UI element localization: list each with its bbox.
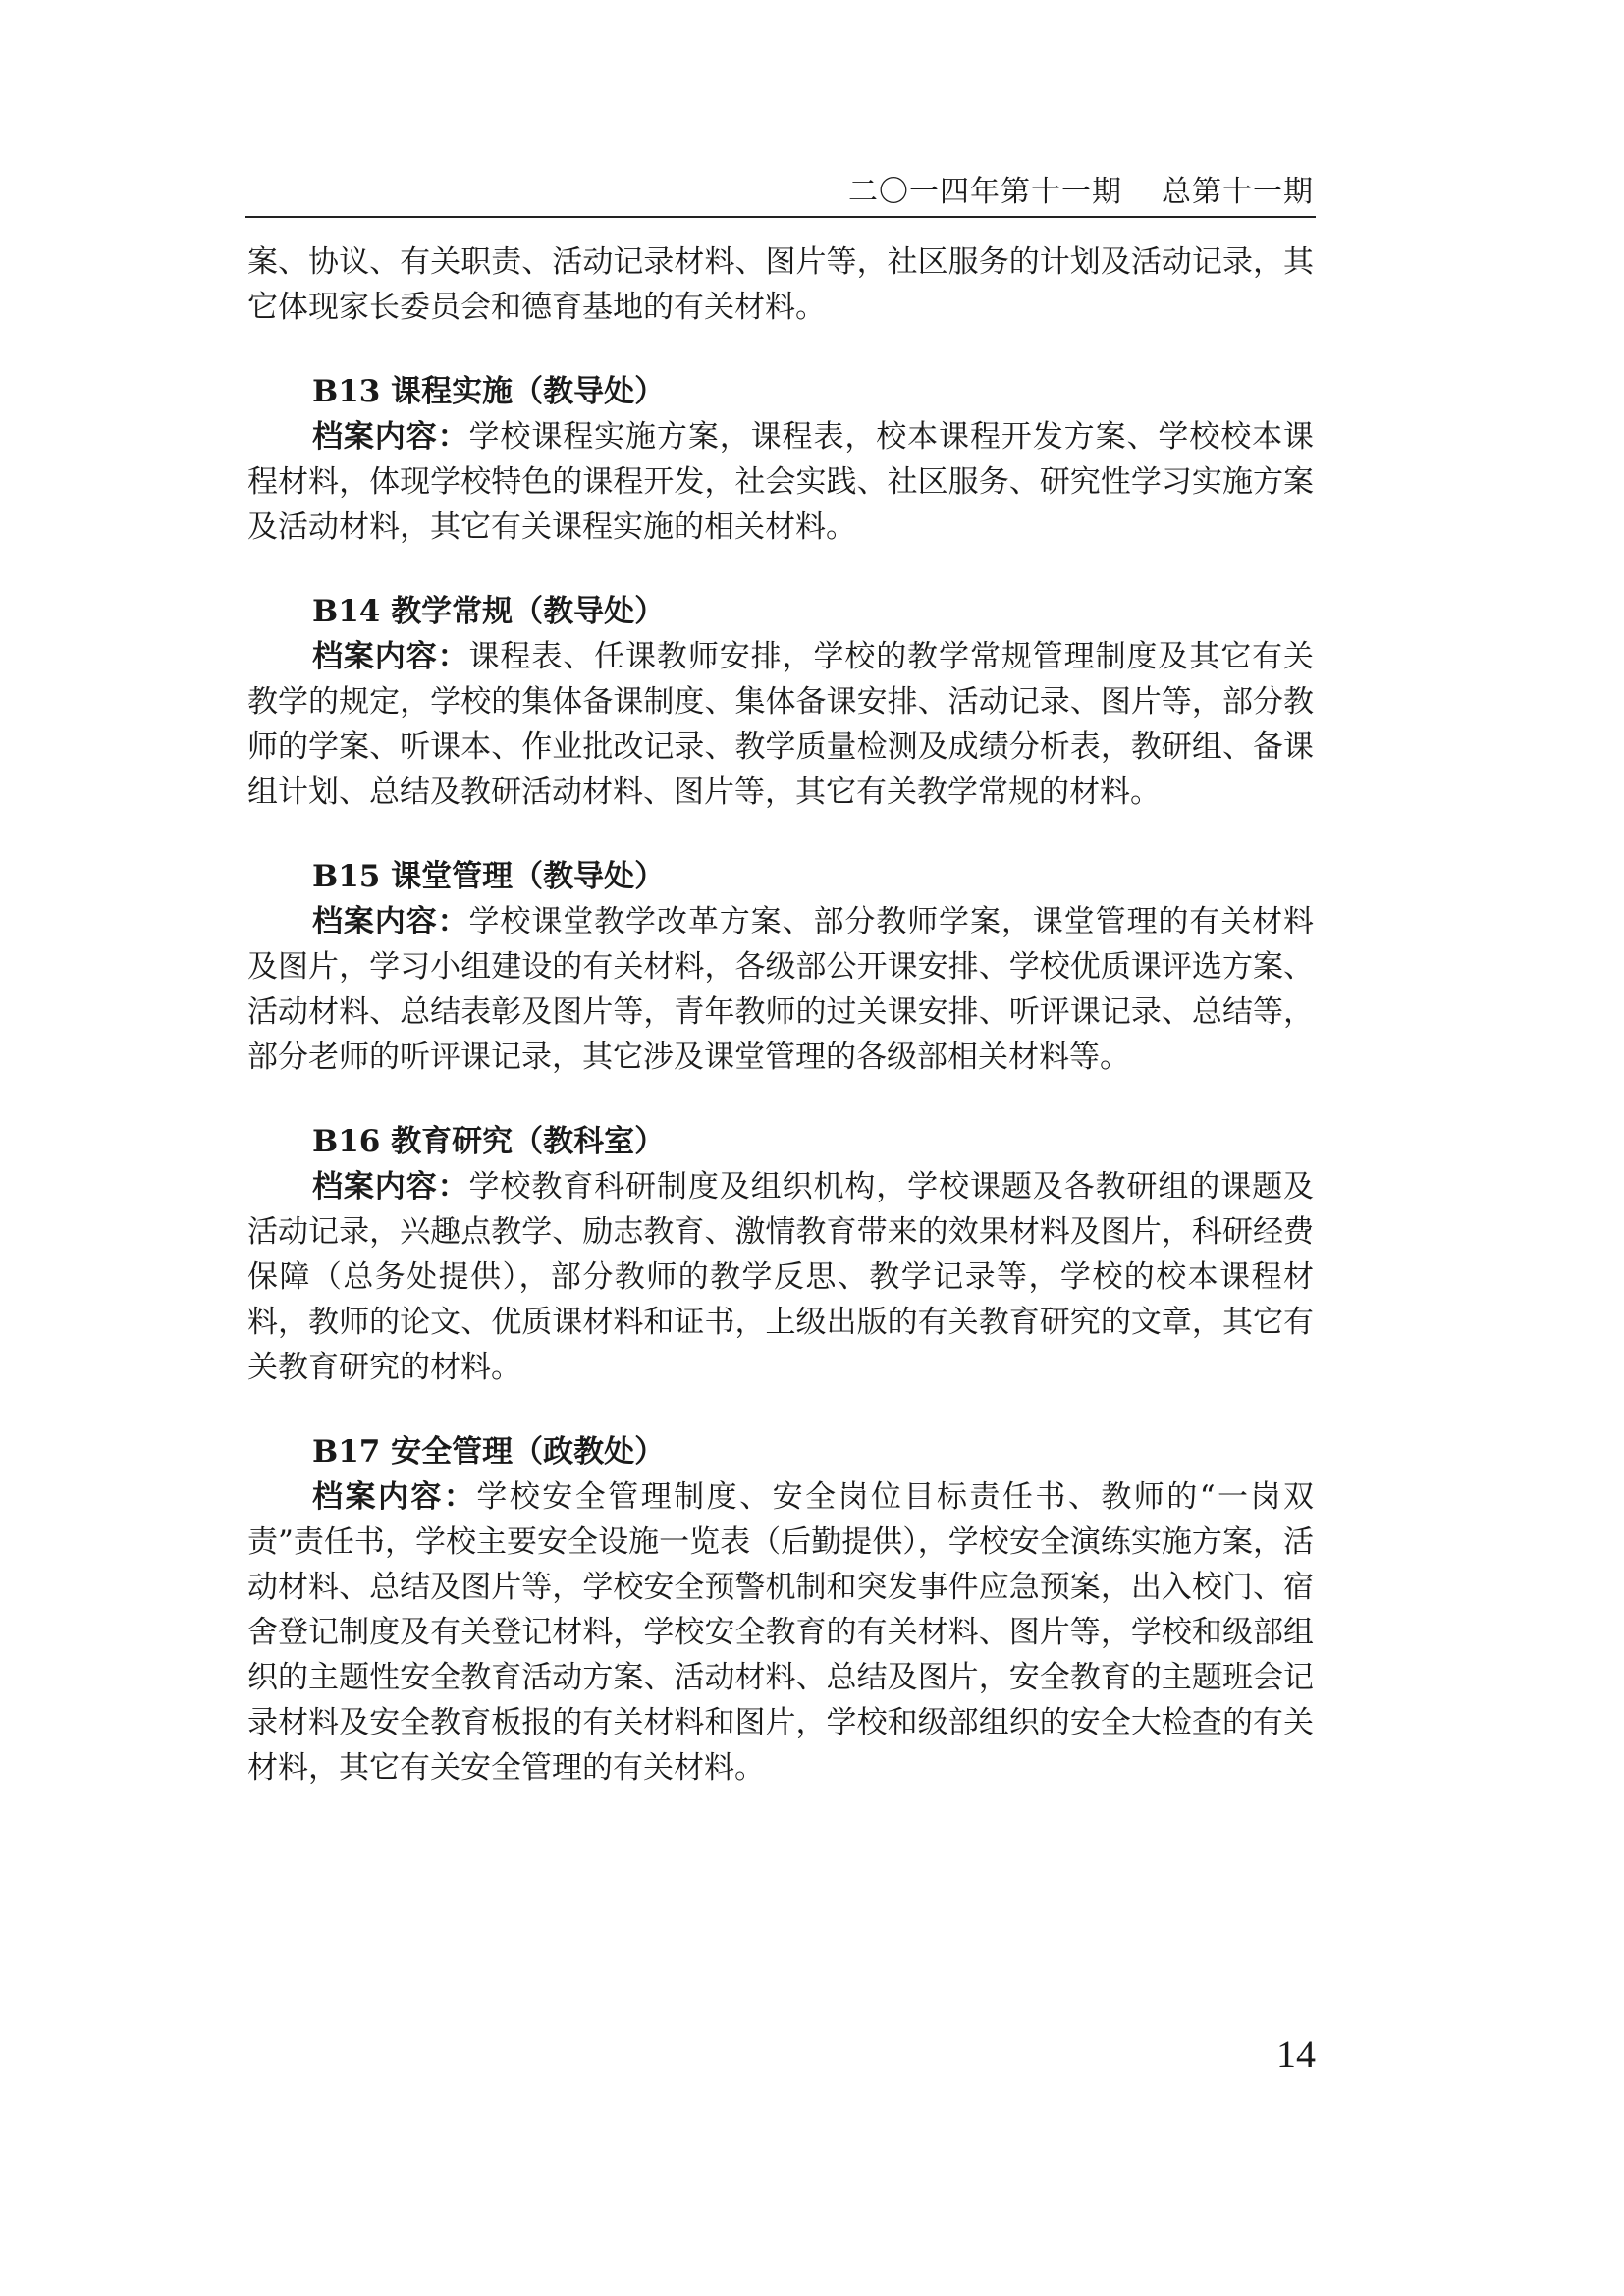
section-paragraph	[247, 899, 1314, 1080]
section-text: 学校课堂教学改革方案、部分教师学案，课堂管理的有关材料及图片，学习小组建设的有关材料，各级部公开课安排、学校优质课评选方案、活动材料、总结表彰及图片等，青年教师的过关课安排、听评课记录、总结等，部分老师的听评课记录，其它涉及课堂管理的各级部相关材料等。	[247, 904, 1314, 1075]
section-paragraph	[247, 1474, 1314, 1790]
running-header	[247, 172, 1314, 213]
header-total-issue: 总第十一期	[1162, 175, 1314, 209]
header-issue: 二〇一四年第十一期	[848, 175, 1122, 209]
section-paragraph	[247, 634, 1314, 815]
archive-content-label: 档案内容：	[312, 1479, 477, 1515]
section-title: B17 安全管理（政教处）	[312, 1434, 666, 1469]
section-title: B16 教育研究（教科室）	[312, 1124, 666, 1159]
section-b15	[247, 854, 1314, 1080]
section-text: 学校课程实施方案，课程表，校本课程开发方案、学校校本课程材料，体现学校特色的课程开发，社会实践、社区服务、研究性学习实施方案及活动材料，其它有关课程实施的相关材料。	[247, 419, 1314, 545]
archive-content-label: 档案内容：	[312, 904, 469, 939]
section-text: 课程表、任课教师安排，学校的教学常规管理制度及其它有关教学的规定，学校的集体备课制度、集体备课安排、活动记录、图片等，部分教师的学案、听课本、作业批改记录、教学质量检测及成绩分析表，教研组、备课组计划、总结及教研活动材料、图片等，其它有关教学常规的材料。	[247, 639, 1314, 810]
section-b14	[247, 589, 1314, 815]
section-b13	[247, 369, 1314, 550]
section-title: B14 教学常规（教导处）	[312, 594, 666, 629]
page-body	[247, 240, 1314, 1790]
section-title: B15 课堂管理（教导处）	[312, 859, 666, 894]
header-rule	[245, 216, 1316, 218]
archive-content-label: 档案内容：	[312, 419, 469, 454]
section-paragraph	[247, 414, 1314, 550]
archive-content-label: 档案内容：	[312, 1169, 469, 1204]
section-b16	[247, 1119, 1314, 1390]
section-text: 学校安全管理制度、安全岗位目标责任书、教师的“一岗双责”责任书，学校主要安全设施一览表（后勤提供），学校安全演练实施方案，活动材料、总结及图片等，学校安全预警机制和突发事件应急预案，出入校门、宿舍登记制度及有关登记材料，学校安全教育的有关材料、图片等，学校和级部组织的主题性安全教育活动方案、活动材料、总结及图片，安全教育的主题班会记录材料及安全教育板报的有关材料和图片，学校和级部组织的安全大检查的有关材料，其它有关安全管理的有关材料。	[247, 1479, 1314, 1786]
section-b17	[247, 1429, 1314, 1790]
section-paragraph	[247, 1164, 1314, 1390]
section-text: 学校教育科研制度及组织机构，学校课题及各教研组的课题及活动记录，兴趣点教学、励志教育、激情教育带来的效果材料及图片，科研经费保障（总务处提供），部分教师的教学反思、教学记录等，学校的校本课程材料，教师的论文、优质课材料和证书，上级出版的有关教育研究的文章，其它有关教育研究的材料。	[247, 1169, 1314, 1385]
section-title: B13 课程实施（教导处）	[312, 374, 666, 409]
intro-paragraph: 案、协议、有关职责、活动记录材料、图片等，社区服务的计划及活动记录，其它体现家长委员会和德育基地的有关材料。	[247, 244, 1314, 325]
page-number: 14	[1276, 2032, 1316, 2076]
archive-content-label: 档案内容：	[312, 639, 469, 674]
